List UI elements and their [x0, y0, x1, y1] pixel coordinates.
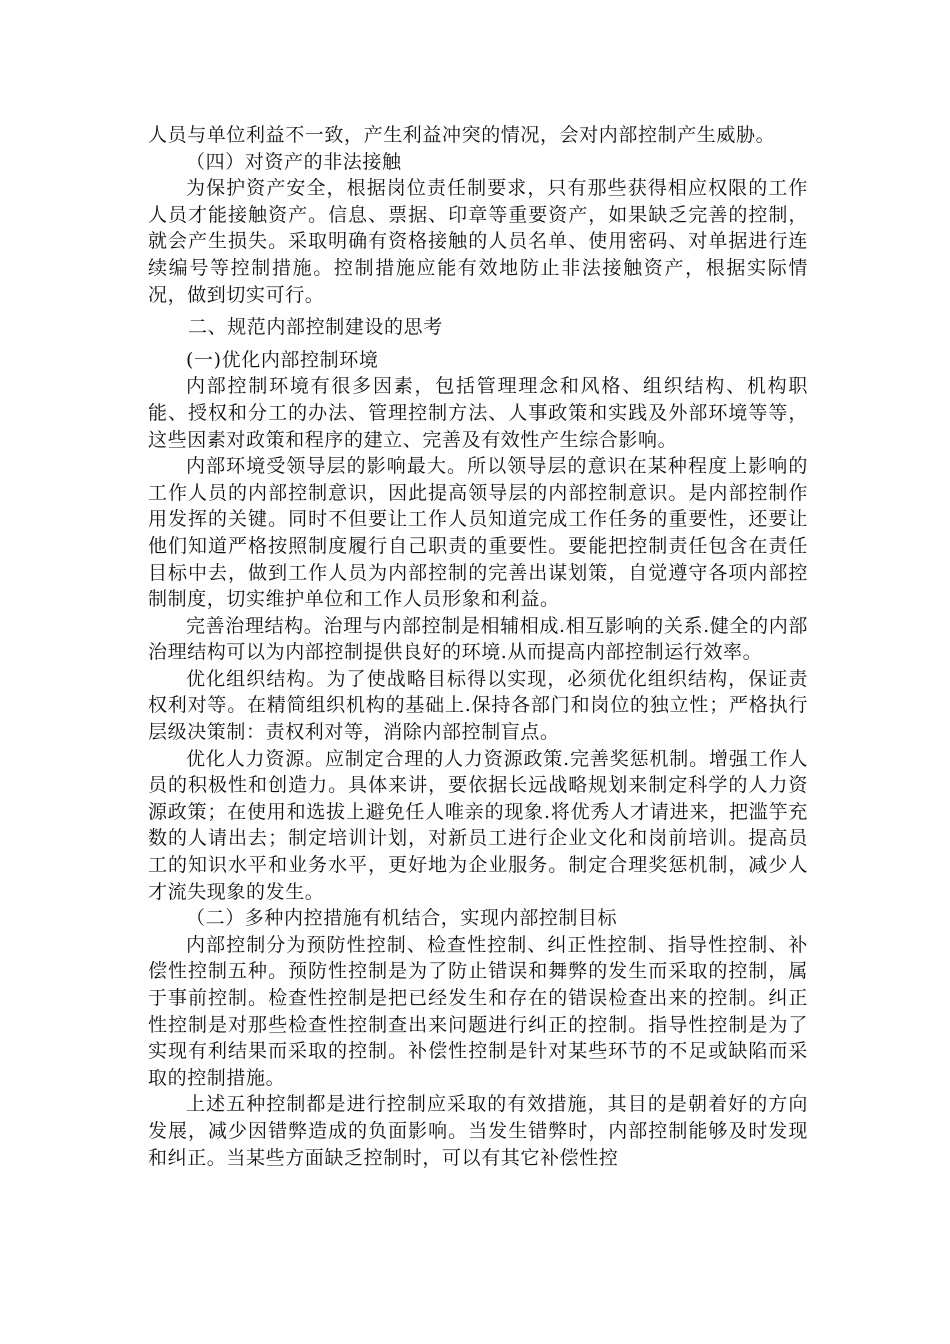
paragraph-control-types: 内部控制分为预防性控制、检查性控制、纠正性控制、指导性控制、补偿性控制五种。预防性控制是为了防止错误和舞弊的发生而采取的控制，属于事前控制。检查性控制是把已经发生和存在的错误检查出来的控制。纠正性控制是对那些检查性控制查出来问题进行纠正的控制。指导性控制是为了实现有利结果而采取的控制。补偿性控制是针对某些环节的不足或缺陷而采取的控制措施。: [148, 933, 808, 1089]
chapter-heading-internal-control-thoughts: 二、规范内部控制建设的思考: [188, 316, 443, 339]
section-heading-control-environment: (一)优化内部控制环境: [186, 348, 379, 371]
paragraph-governance-structure: 完善治理结构。治理与内部控制是相辅相成.相互影响的关系.健全的内部治理结构可以为内部控制提供良好的环境.从而提高内部控制运行效率。: [148, 614, 808, 664]
document-body: [148, 122, 808, 1171]
paragraph-control-summary: 上述五种控制都是进行控制应采取的有效措施，其目的是朝着好的方向发展，减少因错弊造成的负面影响。当发生错弊时，内部控制能够及时发现和纠正。当某些方面缺乏控制时，可以有其它补偿性控: [148, 1093, 808, 1169]
paragraph-leadership-influence: 内部环境受领导层的影响最大。所以领导层的意识在某种程度上影响的工作人员的内部控制意识，因此提高领导层的内部控制意识。是内部控制作用发挥的关键。同时不但要让工作人员知道完成工作任务的重要性，还要让他们知道严格按照制度履行自己职责的重要性。要能把控制责任包含在责任目标中去，做到工作人员为内部控制的完善出谋划策，自觉遵守各项内部控制制度，切实维护单位和工作人员形象和利益。: [148, 455, 808, 611]
paragraph-organization-structure: 优化组织结构。为了使战略目标得以实现，必须优化组织结构，保证责权利对等。在精简组织机构的基础上.保持各部门和岗位的独立性；严格执行层级决策制：责权利对等，消除内部控制盲点。: [148, 667, 808, 744]
paragraph-human-resources: 优化人力资源。应制定合理的人力资源政策.完善奖惩机制。增强工作人员的积极性和创造力。具体来讲，要依据长远战略规划来制定科学的人力资源政策；在使用和选拔上避免任人唯亲的现象.将优秀人才请进来，把滥竽充数的人请出去；制定培训计划，对新员工进行企业文化和岗前培训。提高员工的知识水平和业务水平，更好地为企业服务。制定合理奖惩机制，减少人才流失现象的发生。: [148, 747, 808, 903]
paragraph-asset-protection: 为保护资产安全，根据岗位责任制要求，只有那些获得相应权限的工作人员才能接触资产。信息、票据、印章等重要资产，如果缺乏完善的控制，就会产生损失。采取明确有资格接触的人员名单、使用密码、对单据进行连续编号等控制措施。控制措施应能有效地防止非法接触资产，根据实际情况，做到切实可行。: [148, 177, 808, 306]
section-heading-asset-access: （四）对资产的非法接触: [186, 150, 402, 173]
section-heading-control-measures: （二）多种内控措施有机结合，实现内部控制目标: [186, 907, 618, 930]
paragraph-environment-factors: 内部控制环境有很多因素，包括管理理念和风格、组织结构、机构职能、授权和分工的办法、管理控制方法、人事政策和实践及外部环境等等，这些因素对政策和程序的建立、完善及有效性产生综合影响。: [148, 375, 808, 451]
paragraph-conflict-of-interest: 人员与单位利益不一致，产生利益冲突的情况，会对内部控制产生威胁。: [148, 124, 776, 146]
